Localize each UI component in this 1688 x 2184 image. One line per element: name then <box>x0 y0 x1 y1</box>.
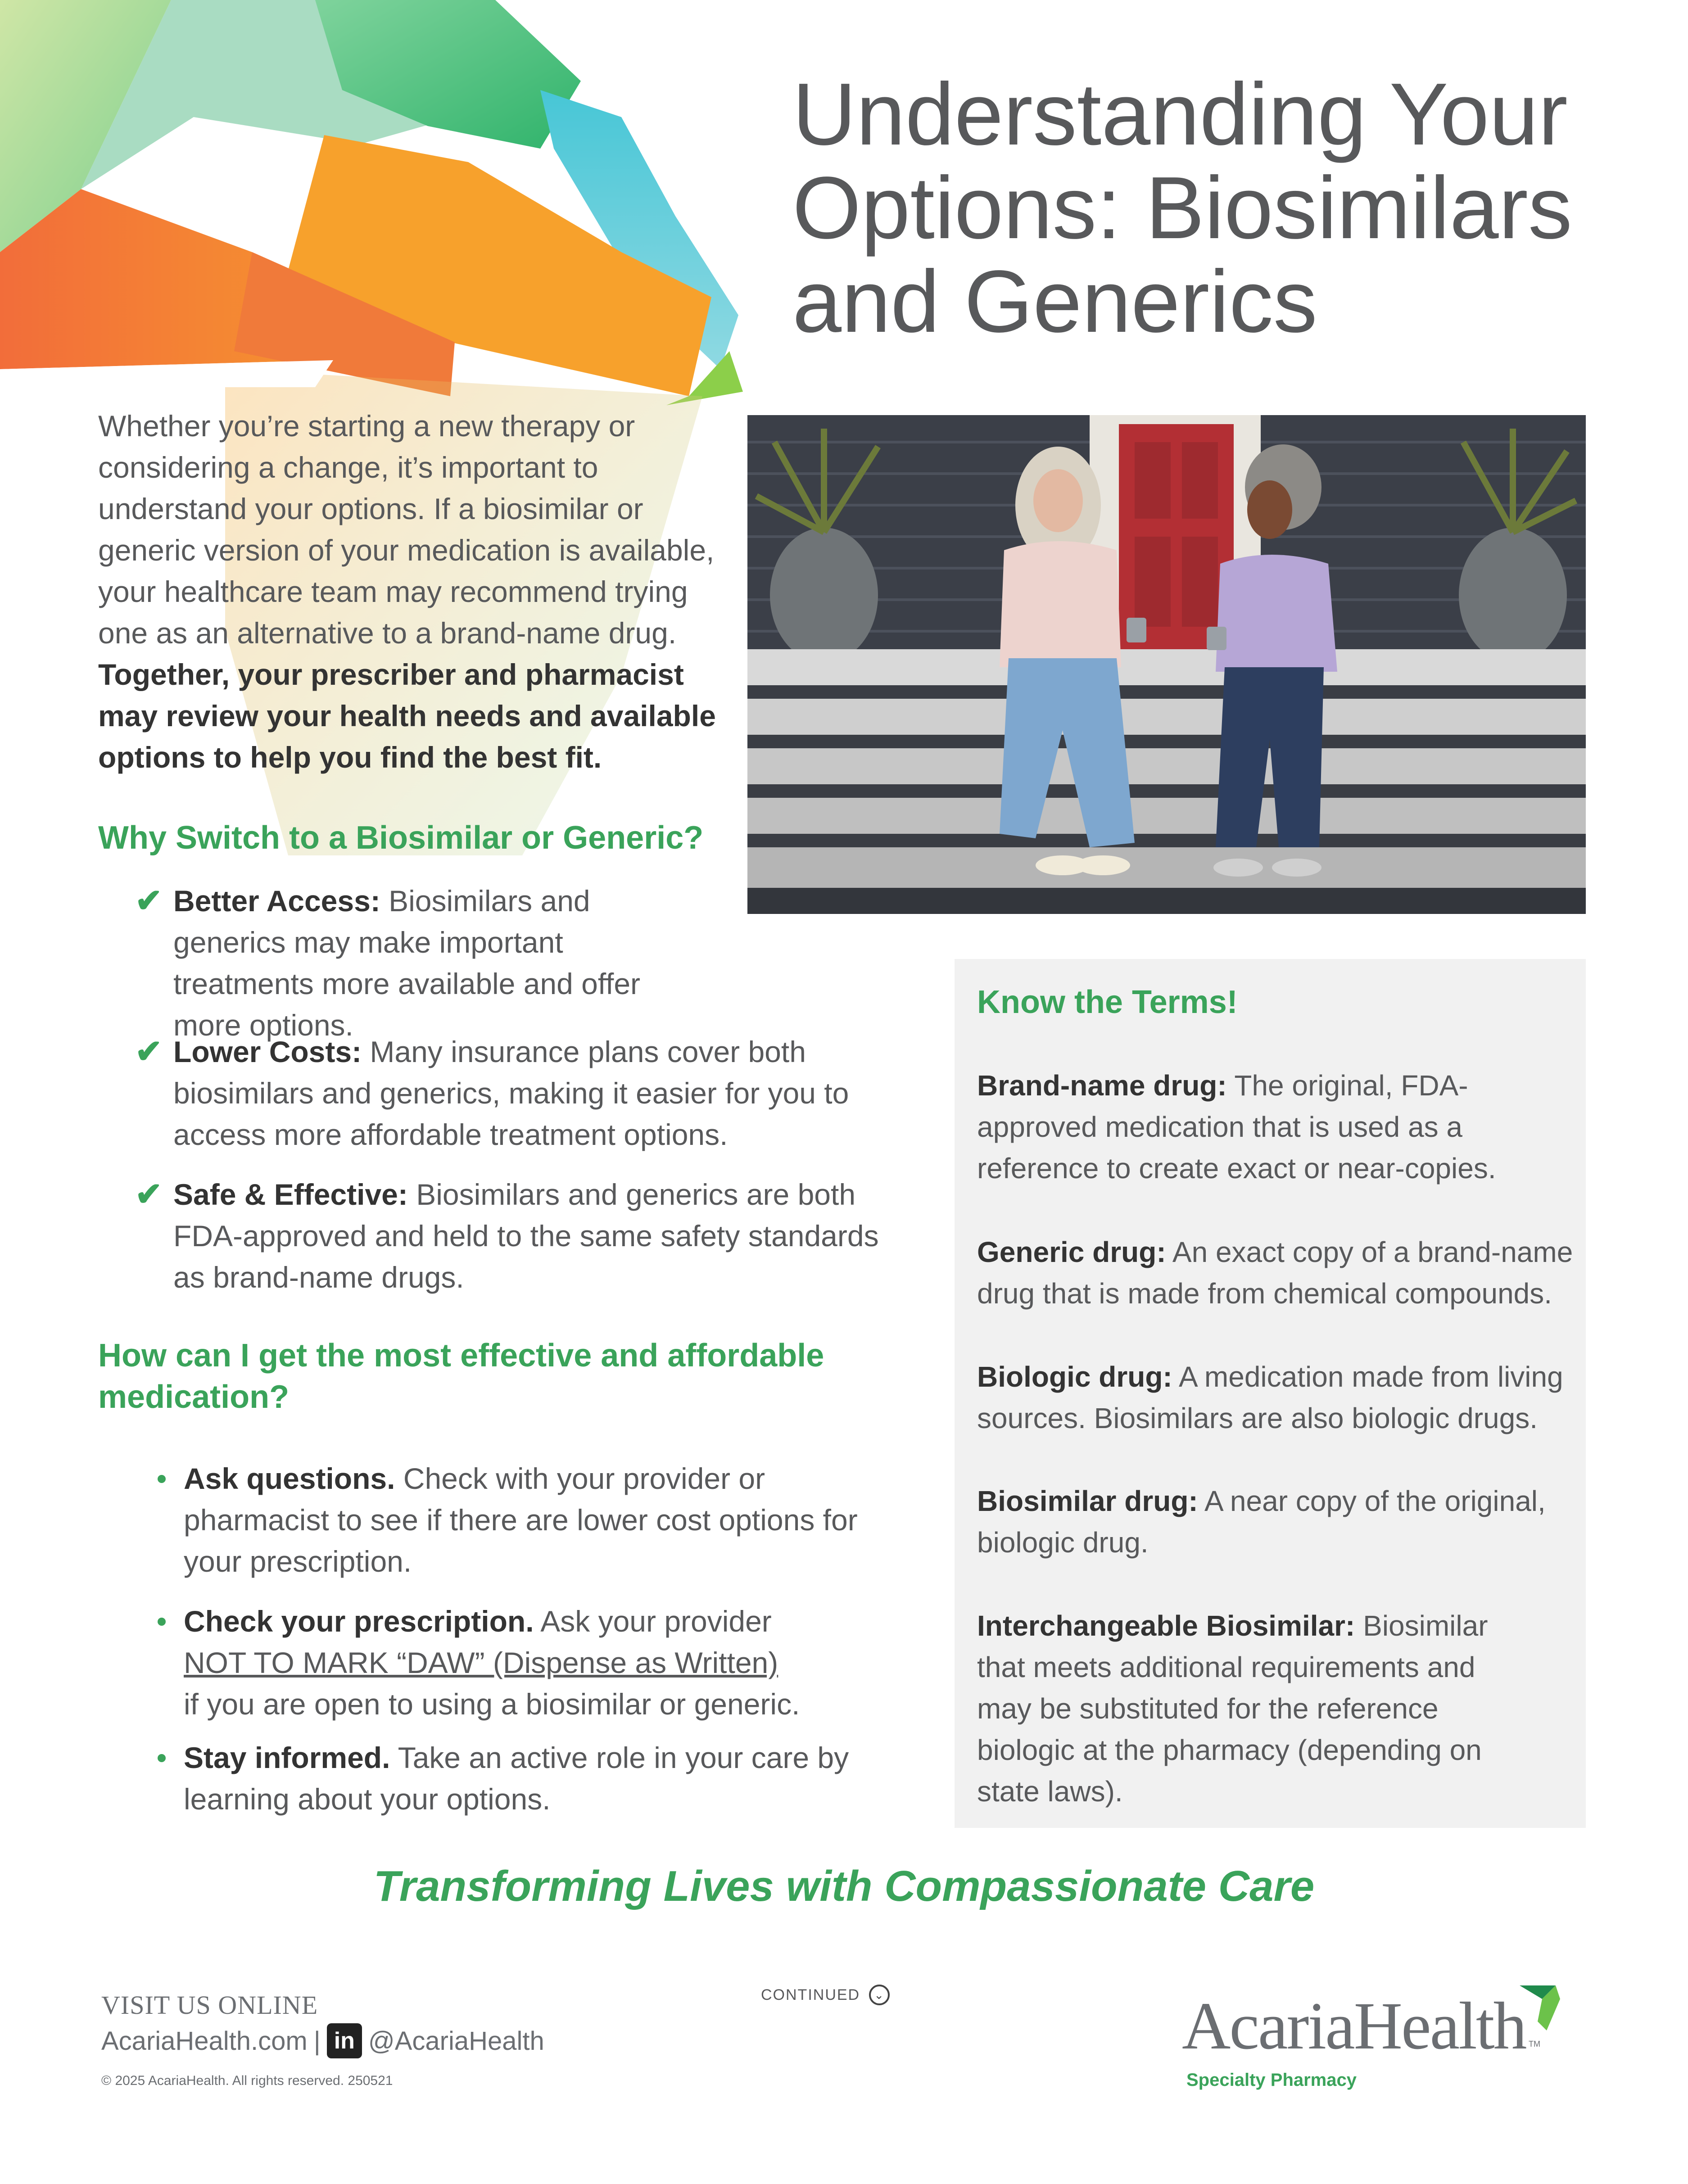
know-the-terms-heading: Know the Terms! <box>977 984 1238 1020</box>
term-definition: A medication made from living sources. Biosimilars are also biologic drugs. <box>977 1361 1563 1434</box>
checkmark-icon: ✔ <box>135 883 163 919</box>
copyright-text: © 2025 AcariaHealth. All rights reserved. 250521 <box>101 2073 393 2088</box>
logo-tagline: Specialty Pharmacy <box>1186 2070 1357 2090</box>
term-label: Biologic drug: <box>977 1361 1172 1393</box>
check-term: Better Access: <box>173 884 380 918</box>
intro-bold-text: Together, your prescriber and pharmacist may review your health needs and available options to help you find the best fit. <box>98 658 716 774</box>
know-the-terms-panel <box>955 959 1586 1828</box>
logo-trademark: TM <box>1529 2039 1540 2048</box>
check-text: Biosimilars and generics are both FDA-approved and held to the same safety standards as brand-name drugs. <box>173 1178 879 1294</box>
visit-us-online-label: VISIT US ONLINE <box>101 1990 318 2020</box>
check-text: Many insurance plans cover both biosimilars and generics, making it easier for you to access more affordable treatment options. <box>173 1035 849 1151</box>
bullet-text: Take an active role in your care by learning about your options. <box>184 1741 849 1816</box>
term-label: Biosimilar drug: <box>977 1485 1198 1517</box>
bullet-text: Ask your provider <box>540 1605 772 1638</box>
why-switch-heading: Why Switch to a Biosimilar or Generic? <box>98 820 704 856</box>
check-term: Safe & Effective: <box>173 1178 408 1211</box>
chevron-down-circle-icon: ⌄ <box>869 1985 890 2005</box>
checkmark-icon: ✔ <box>135 1034 163 1070</box>
term-label: Interchangeable Biosimilar: <box>977 1610 1355 1642</box>
term-brand-name-drug <box>977 1065 1576 1189</box>
term-definition: Biosimilar that meets additional requirements and may be substituted for the reference biologic at the pharmacy (depending on state laws). <box>977 1610 1488 1808</box>
bullet-term: Stay informed. <box>184 1741 390 1774</box>
intro-paragraph <box>98 405 729 778</box>
checkmark-icon: ✔ <box>135 1176 163 1212</box>
check-text: Biosimilars and generics may make important treatments more available and offer more options. <box>173 884 641 1042</box>
term-definition: The original, FDA-approved medication that is used as a reference to create exact or near-copies. <box>977 1069 1496 1185</box>
how-can-i-heading: How can I get the most effective and affordable medication? <box>98 1338 824 1415</box>
bullet-text: Check with your provider or pharmacist to see if there are lower cost options for your prescription. <box>184 1462 858 1578</box>
bullet-text-2: if you are open to using a biosimilar or generic. <box>184 1687 800 1721</box>
logo-wordmark: AcariaHealth <box>1182 1989 1526 2063</box>
website-link[interactable]: AcariaHealth.com <box>101 2026 308 2056</box>
linkedin-icon[interactable]: in <box>327 2023 362 2058</box>
term-interchangeable-biosimilar <box>977 1605 1517 1812</box>
term-definition: An exact copy of a brand-name drug that is made from chemical compounds. <box>977 1236 1573 1310</box>
continued-label: CONTINUED <box>761 1986 860 2003</box>
acariahealth-logo <box>1182 1981 1596 2098</box>
footer-links <box>101 2021 544 2061</box>
term-biosimilar-drug <box>977 1480 1576 1563</box>
term-definition: A near copy of the original, biologic drug. <box>977 1485 1546 1559</box>
term-biologic-drug <box>977 1356 1576 1439</box>
term-label: Brand-name drug: <box>977 1069 1227 1102</box>
tagline: Transforming Lives with Compassionate Care <box>373 1862 1315 1910</box>
check-term: Lower Costs: <box>173 1035 362 1068</box>
continued-indicator[interactable] <box>761 1985 890 2005</box>
bullet-dot-icon <box>158 1475 166 1483</box>
page-title: Understanding Your Options: Biosimilars and Generics <box>792 65 1572 351</box>
bullet-dot-icon <box>158 1618 166 1626</box>
daw-note: NOT TO MARK “DAW” (Dispense as Written) <box>184 1646 778 1679</box>
bullet-term: Ask questions. <box>184 1462 395 1495</box>
footer-separator: | <box>313 2026 321 2056</box>
term-label: Generic drug: <box>977 1236 1166 1268</box>
bullet-dot-icon <box>158 1754 166 1762</box>
bullet-term: Check your prescription. <box>184 1605 534 1638</box>
term-generic-drug <box>977 1231 1576 1314</box>
intro-text: Whether you’re starting a new therapy or considering a change, it’s important to understand your options. If a biosimilar or generic version of your medication is available, your healthcare team may recommend trying one as an alternative to a brand-name drug. <box>98 409 715 650</box>
linkedin-handle-link[interactable]: @AcariaHealth <box>368 2026 544 2056</box>
